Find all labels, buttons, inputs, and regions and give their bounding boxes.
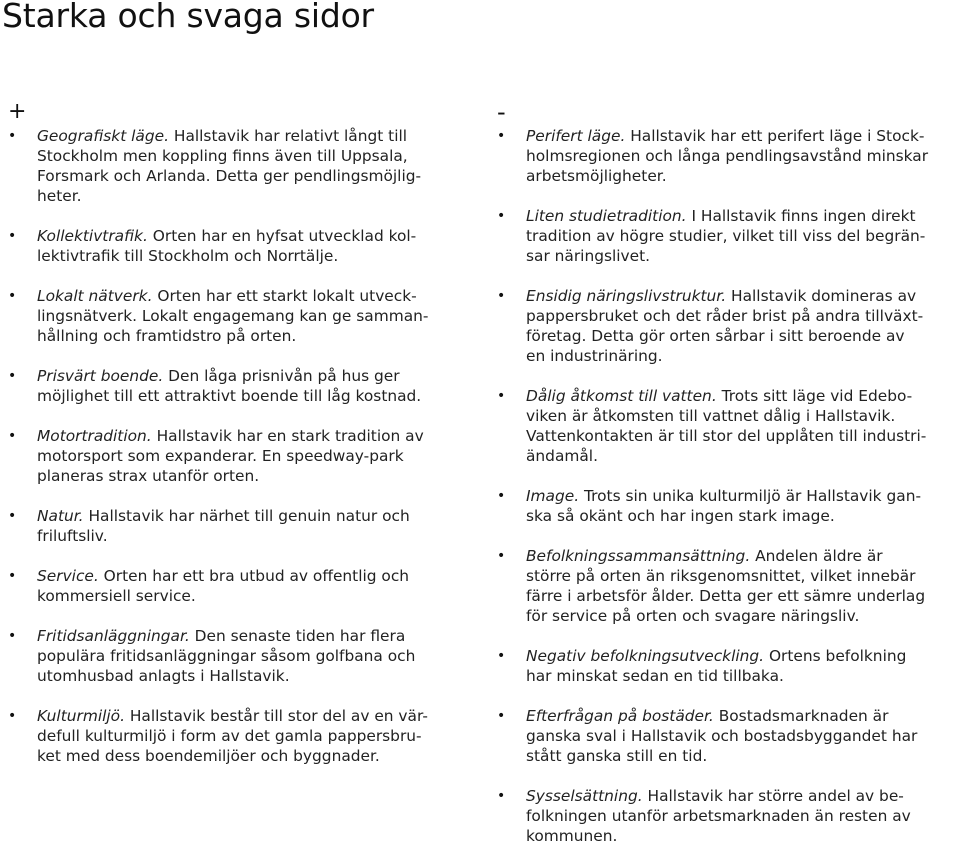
item-line: Bostadsmarknaden är <box>713 707 889 725</box>
item-text <box>526 786 960 846</box>
item-text <box>37 506 460 546</box>
item-line: lektivtrafik till Stockholm och Norrtälje. <box>37 247 339 265</box>
item-text <box>526 546 960 626</box>
item-line: Hallstavik domineras av <box>726 287 917 305</box>
item-text <box>37 226 460 266</box>
list-item <box>8 506 460 546</box>
item-line: holmsregionen och långa pendlingsavstånd minskar <box>526 147 929 165</box>
bullet-icon: • <box>8 128 17 144</box>
item-line: Andelen äldre är <box>750 547 883 565</box>
item-text <box>37 286 460 346</box>
item-line: stått ganska still en tid. <box>526 747 708 765</box>
list-item <box>497 206 960 266</box>
list-item <box>497 706 960 766</box>
item-line: heter. <box>37 187 82 205</box>
item-line: större på orten än riksgenomsnittet, vilket innebär <box>526 567 916 585</box>
bullet-icon: • <box>8 708 17 724</box>
item-text <box>526 126 960 186</box>
item-lead: Befolkningssammansättning. <box>526 547 751 565</box>
list-item <box>8 566 460 606</box>
strengths-list <box>8 126 460 766</box>
item-lead: Dålig åtkomst till vatten. <box>526 387 717 405</box>
item-line: färre i arbetsför ålder. Detta ger ett sämre underlag <box>526 587 926 605</box>
item-line: sar näringslivet. <box>526 247 651 265</box>
item-lead: Image. <box>526 487 580 505</box>
list-item <box>8 366 460 406</box>
item-line: ket med dess boendemiljöer och byggnader. <box>37 747 380 765</box>
item-lead: Kollektivtrafik. <box>37 227 148 245</box>
item-lead: Liten studietradition. <box>526 207 687 225</box>
list-item <box>497 786 960 846</box>
weaknesses-column <box>497 100 960 846</box>
item-line: har minskat sedan en tid tillbaka. <box>526 667 784 685</box>
item-line: Hallstavik har närhet till genuin natur och <box>83 507 410 525</box>
item-line: arbetsmöjligheter. <box>526 167 667 185</box>
item-line: Trots sin unika kulturmiljö är Hallstavik gan- <box>579 487 921 505</box>
item-lead: Fritidsanläggningar. <box>37 627 190 645</box>
item-line: för service på orten och svagare näringsliv. <box>526 607 860 625</box>
item-lead: Ensidig näringslivstruktur. <box>526 287 727 305</box>
list-item <box>8 426 460 486</box>
bullet-icon: • <box>497 548 506 564</box>
item-line: möjlighet till ett attraktivt boende till låg kostnad. <box>37 387 422 405</box>
item-text <box>526 706 960 766</box>
list-item <box>497 386 960 466</box>
item-line: friluftsliv. <box>37 527 108 545</box>
weaknesses-list <box>497 126 960 846</box>
item-line: Forsmark och Arlanda. Detta ger pendlingsmöjlig- <box>37 167 422 185</box>
item-lead: Geografiskt läge. <box>37 127 169 145</box>
bullet-icon: • <box>8 508 17 524</box>
item-line: kommersiell service. <box>37 587 196 605</box>
item-text <box>37 426 460 486</box>
item-line: tradition av högre studier, vilket till viss del begrän- <box>526 227 926 245</box>
item-lead: Perifert läge. <box>526 127 626 145</box>
item-lead: Service. <box>37 567 99 585</box>
item-line: planeras strax utanför orten. <box>37 467 260 485</box>
item-line: Hallstavik har en stark tradition av <box>151 427 424 445</box>
bullet-icon: • <box>8 628 17 644</box>
item-line: utomhusbad anlagts i Hallstavik. <box>37 667 290 685</box>
bullet-icon: • <box>497 488 506 504</box>
item-line: motorsport som expanderar. En speedway-park <box>37 447 404 465</box>
item-line: Den låga prisnivån på hus ger <box>163 367 400 385</box>
list-item <box>8 706 460 766</box>
item-line: lingsnätverk. Lokalt engagemang kan ge samman- <box>37 307 429 325</box>
item-line: I Hallstavik finns ingen direkt <box>686 207 916 225</box>
item-line: populära fritidsanläggningar såsom golfbana och <box>37 647 416 665</box>
item-lead: Motortradition. <box>37 427 152 445</box>
item-lead: Negativ befolkningsutveckling. <box>526 647 765 665</box>
list-item <box>497 286 960 366</box>
item-line: Orten har en hyfsat utvecklad kol- <box>147 227 417 245</box>
item-text <box>37 626 460 686</box>
bullet-icon: • <box>8 288 17 304</box>
item-lead: Kulturmiljö. <box>37 707 125 725</box>
bullet-icon: • <box>497 208 506 224</box>
list-item <box>8 126 460 206</box>
list-item <box>497 126 960 186</box>
item-text <box>526 286 960 366</box>
bullet-icon: • <box>8 228 17 244</box>
item-line: Hallstavik har större andel av be- <box>642 787 904 805</box>
strengths-column <box>8 100 460 766</box>
item-line: Stockholm men koppling finns även till Uppsala, <box>37 147 408 165</box>
item-line: ganska sval i Hallstavik och bostadsbyggandet har <box>526 727 918 745</box>
bullet-icon: • <box>497 648 506 664</box>
item-lead: Prisvärt boende. <box>37 367 164 385</box>
item-line: Trots sitt läge vid Edebo- <box>716 387 913 405</box>
item-text <box>526 206 960 266</box>
item-line: kommunen. <box>526 827 618 845</box>
bullet-icon: • <box>497 788 506 804</box>
item-lead: Lokalt nätverk. <box>37 287 153 305</box>
item-line: Orten har ett starkt lokalt utveck- <box>152 287 417 305</box>
item-line: ska så okänt och har ingen stark image. <box>526 507 835 525</box>
item-lead: Sysselsättning. <box>526 787 643 805</box>
item-line: viken är åtkomsten till vattnet dålig i Hallstavik. <box>526 407 896 425</box>
item-line: Ortens befolkning <box>764 647 907 665</box>
item-text <box>526 486 960 526</box>
item-line: hållning och framtidstro på orten. <box>37 327 297 345</box>
item-text <box>37 126 460 206</box>
item-line: Hallstavik har ett perifert läge i Stock- <box>625 127 925 145</box>
list-item <box>497 486 960 526</box>
item-line: Hallstavik består till stor del av en vär- <box>124 707 428 725</box>
item-line: en industrinäring. <box>526 347 663 365</box>
item-text <box>37 706 460 766</box>
page-title: Starka och svaga sidor <box>2 0 374 35</box>
item-line: företag. Detta gör orten sårbar i sitt beroende av <box>526 327 905 345</box>
item-text <box>526 646 960 686</box>
strengths-plus-sign: + <box>8 99 27 124</box>
bullet-icon: • <box>8 428 17 444</box>
item-line: Orten har ett bra utbud av offentlig och <box>98 567 410 585</box>
item-line: Den senaste tiden har flera <box>189 627 406 645</box>
list-item <box>497 546 960 626</box>
bullet-icon: • <box>8 368 17 384</box>
list-item <box>8 286 460 346</box>
item-line: pappersbruket och det råder brist på andra tillväxt- <box>526 307 924 325</box>
item-line: Hallstavik har relativt långt till <box>168 127 408 145</box>
item-lead: Efterfrågan på bostäder. <box>526 707 714 725</box>
bullet-icon: • <box>497 128 506 144</box>
bullet-icon: • <box>497 288 506 304</box>
item-text <box>37 566 460 606</box>
item-text <box>526 386 960 466</box>
item-line: defull kulturmiljö i form av det gamla pappersbru- <box>37 727 422 745</box>
weaknesses-minus-sign: - <box>497 98 506 126</box>
item-line: ändamål. <box>526 447 598 465</box>
list-item <box>497 646 960 686</box>
list-item <box>8 626 460 686</box>
bullet-icon: • <box>497 708 506 724</box>
bullet-icon: • <box>8 568 17 584</box>
item-text <box>37 366 460 406</box>
list-item <box>8 226 460 266</box>
item-line: Vattenkontakten är till stor del upplåten till industri- <box>526 427 927 445</box>
item-line: folkningen utanför arbetsmarknaden än resten av <box>526 807 911 825</box>
item-lead: Natur. <box>37 507 84 525</box>
bullet-icon: • <box>497 388 506 404</box>
